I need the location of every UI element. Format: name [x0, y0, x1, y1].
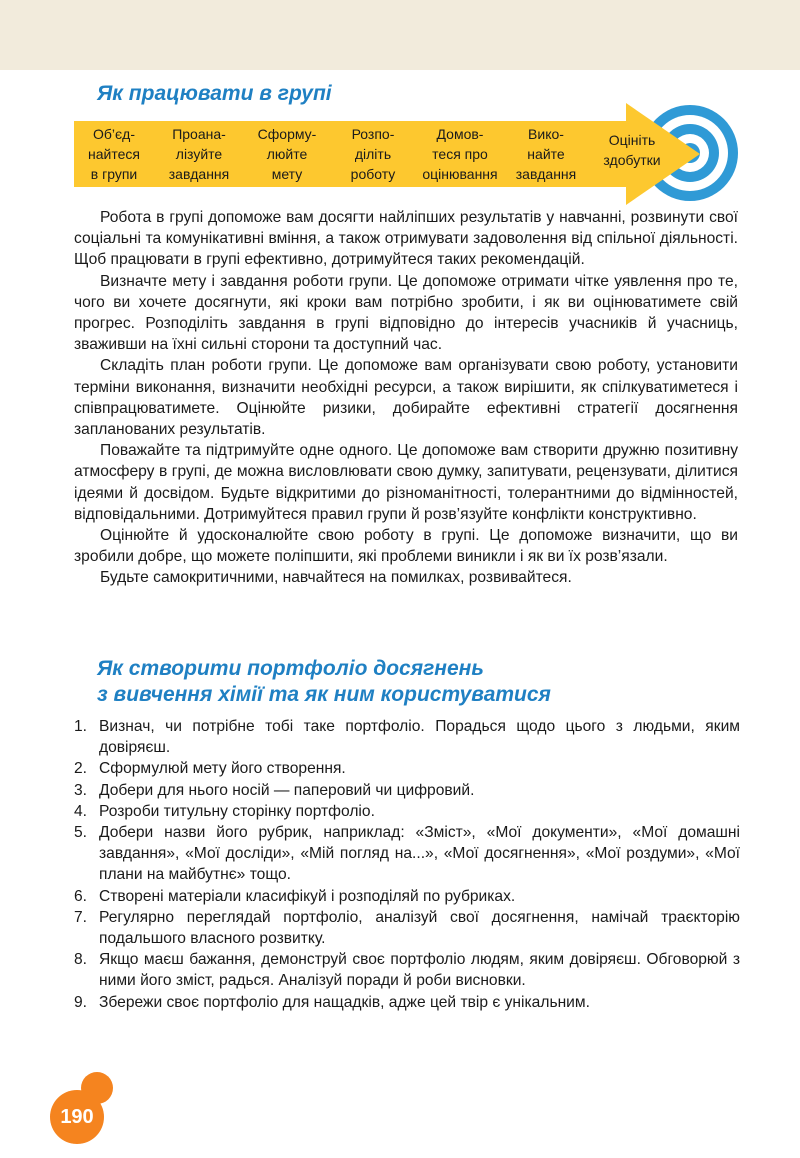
step-distribute-work: Розпо- діліть роботу — [350, 126, 396, 182]
paragraph: Поважайте та підтримуйте одне одного. Це допоможе вам створити дружню позитивну атмосферу в групі, де можна висловлювати свою думку, запитувати, рецензувати, ділитися ідеями й досвідом. Будьте відкритими до різноманітності, толерантними до відмінностей, відповідальними. Дотримуйтеся правил групи й розв’язуйте конфлікти конструктивно. — [74, 442, 738, 523]
list-text: Добери назви його рубрик, наприклад: «Зміст», «Мої документи», «Мої домашні завдання», «Мої досліди», «Мій погляд на...», «Мої досягнення», «Мої роздуми», «Мої плани на майбутнє» тощо. — [99, 824, 740, 884]
list-text: Визнач, чи потрібне тобі таке портфоліо. Порадься щодо цього з людьми, яким довіряєш. — [99, 718, 740, 757]
list-number: 3. — [74, 781, 88, 799]
paragraph: Робота в групі допоможе вам досягти найліпших результатів у навчанні, розвинути свої соціальні та комунікативні вміння, а також отримувати задоволення від спільної діяльності. Щоб працювати в групі ефективно, дотримуйтеся таких рекомендацій. — [74, 209, 738, 269]
list-text: Якщо маєш бажання, демонструй своє портфоліо людям, яким довіряєш. Обговорюй з ними його зміст, радься. Аналізуй поради й роби висновки. — [99, 951, 740, 990]
list-text: Створені матеріали класифікуй і розподіляй по рубриках. — [99, 887, 516, 905]
step-form-groups: Об’єд- найтеся в групи — [88, 126, 140, 182]
step-agree-assessment: Домов- теся про оцінювання — [422, 126, 498, 182]
list-text: Добери для нього носій — паперовий чи цифровий. — [99, 781, 475, 799]
step-complete-task: Вико- найте завдання — [515, 126, 577, 182]
paragraph: Визначте мету і завдання роботи групи. Це допоможе отримати чітке уявлення про те, чого ви хочете досягнути, які кроки вам потрібно зробити, і як ви оцінюватимете свій прогрес. Розподіліть завдання в групі відповідно до інтересів учасників й учасниць, зваживши на їхні сильні сторони та доступний час. — [74, 272, 738, 354]
list-number: 7. — [74, 908, 88, 926]
step-analyze-task: Проана- лізуйте завдання — [168, 126, 230, 182]
list-text: Розроби титульну сторінку портфоліо. — [99, 802, 375, 820]
step-evaluate-results: Оцініть здобутки — [603, 132, 661, 168]
list-number: 8. — [74, 951, 88, 969]
list-number: 9. — [74, 993, 88, 1011]
list-number: 6. — [74, 887, 88, 905]
list-text: Регулярно переглядай портфоліо, аналізуй свої досягнення, намічай траєкторію подальшого власного розвитку. — [99, 908, 740, 948]
list-number: 5. — [74, 824, 88, 842]
paragraph: Оцінюйте й удосконалюйте свою роботу в групі. Це допоможе визначити, що ви зробили добре, що можете поліпшити, які проблеми виникли і як ви їх розв’язали. — [74, 527, 738, 566]
list-text: Збережи своє портфоліо для нащадків, адже цей твір є унікальним. — [99, 993, 590, 1011]
paragraph: Будьте самокритичними, навчайтеся на помилках, розвивайтеся. — [100, 569, 572, 587]
section-title-portfolio-line2: з вивчення хімії та як ним користуватися — [97, 683, 551, 706]
step-formulate-goal: Сформу- люйте мету — [257, 126, 317, 182]
section-title-portfolio-line1: Як створити портфоліо досягнень — [97, 657, 484, 680]
paragraph: Складіть план роботи групи. Це допоможе вам організувати свою роботу, установити терміни виконання, визначити необхідні ресурси, а також вирішити, як спілкуватиметеся і співпрацюватимете. Оцінюйте ризики, добирайте ефективні стратегії досягнення запланованих результатів. — [74, 357, 738, 439]
section-title-group-work: Як працювати в групі — [97, 82, 332, 105]
list-text: Сформулюй мету його створення. — [99, 760, 346, 778]
list-number: 4. — [74, 802, 88, 820]
list-number: 1. — [74, 718, 88, 735]
page-number: 190 — [60, 1106, 94, 1128]
list-number: 2. — [74, 760, 88, 778]
